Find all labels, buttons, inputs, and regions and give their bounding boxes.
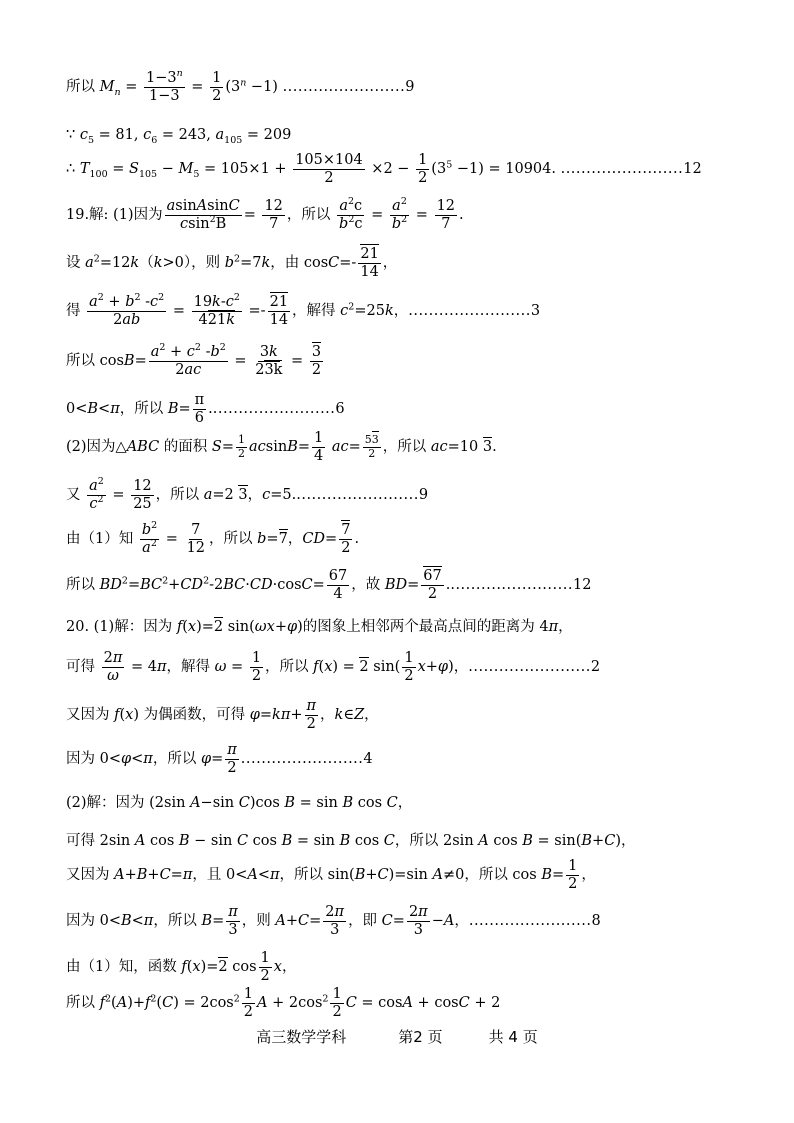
q20-omega: 可得 $\frac{2\pi}{\omega}$ = 4π，解得 ω = $\frac{1}{2}$ ，所以 f(x) = 2 sin( $\frac{1}{2}$ x+φ)，........................2 [66, 650, 601, 684]
footer-total-pages: 共 4 页 [488, 1028, 538, 1046]
solution-line-t100: ∴ $T_{100} = S_{105} - M_5 = 105\times 1$ + $\frac{105\times 104}{2}$ ×2 − $\frac{1}{2}$ $(3^5 -1) = 10904$. ........................12 [66, 152, 702, 186]
q19-cosb: 所以 cosB= $\frac{a^2 + c^2 -b^2}{2ac}$ = $\frac{3k}{23k}$ = $\frac{3}{2}$ [66, 342, 322, 378]
q20-b-value: 因为 0<B<π，所以 B= $\frac{\pi}{3}$ ，则 A+C= $\frac{2\pi}{3}$ ，即 C= $\frac{2\pi}{3}$ −A，........................8 [66, 904, 601, 938]
q20-part1-start: 20. (1)解：因为 f(x)=2 sin(ωx+φ)的图象上相邻两个最高点间的距离为 4π， [66, 619, 573, 635]
footer-subject: 高三数学学科 [256, 1028, 347, 1046]
q20-part2-start: (2)解：因为 (2sin A−sin C)cos B = sin B cos C， [66, 795, 413, 811]
q20-phi-general: 又因为 f(x) 为偶函数，可得 φ=kπ+ $\frac{\pi}{2}$ ，k∈Z， [66, 698, 379, 732]
q19-a-c-values: 又 $\frac{a^2}{c^2}$ = $\frac{12}{25}$ ，所以 a=2 3，c=5.........................9 [66, 476, 429, 512]
solution-line-mn: 所以 $M_n$ = $\frac{1-3^n}{1-3}$ = $\frac{1}{2}$ $(3^n -1)$ ........................9 [66, 68, 415, 104]
q19-part2-area: (2)因为△ABC 的面积 S= $\frac{1}{2}$ acsinB= $\frac{1}{4}$ ac= $\frac{53}{2}$ ，所以 ac=10 3. [66, 430, 497, 464]
q19-part1-start: 19.解: (1)因为 $\frac{\text{asinAsinC}}{csin^2B}$ = $\frac{12}{7}$ ，所以 $\frac{a^2c}{b^2c}$ = $\frac{a^2}{b^2}$ = $\frac{12}{7}$ . [66, 196, 464, 232]
q20-f-squared: 所以 $f^2(A)+f^2(C) = 2\cos^2$ $\frac{1}{2}$ $A + 2\cos^2$ $\frac{1}{2}$ C = cosA + cosC + 2 [66, 986, 501, 1020]
q20-cosb: 又因为 A+B+C=π，且 0<A<π，所以 sin(B+C)=sin A≠0，所以 cos B= $\frac{1}{2}$ ， [66, 858, 596, 892]
page-footer [0, 1026, 794, 1047]
q19-set-a: 设 $a^2=12k(k>0)$，则 $b^2=7k$，由 cosC=- $\frac{21}{14}$ ， [66, 246, 398, 280]
q19-b-value: 0<B<π，所以 B= $\frac{\pi}{6}$ .........................6 [66, 392, 345, 426]
solution-line-c5: ∵ $c_5 = 81$, $c_6 = 243$, $a_{105} = 209$ [66, 127, 292, 146]
q19-solve-c: 得 $\frac{a^2 + b^2 -c^2}{2ab}$ = $\frac{19k-c^2}{421k}$ =- $\frac{21}{14}$ ，解得 $c^2=25k$，........................3 [66, 292, 541, 328]
q20-phi-value: 因为 0<φ<π，所以 φ= $\frac{\pi}{2}$ ........................4 [66, 742, 373, 776]
q19-b-cd: 由（1）知 $\frac{b^2}{a^2}$ = $\frac{7}{12}$ ，所以 b=7，CD= $\frac{7}{2}$ . [66, 520, 360, 556]
q20-f-cos: 由（1）知，函数 f(x)=2 cos $\frac{1}{2}$ x， [66, 950, 297, 984]
footer-page-number: 第2 页 [398, 1028, 443, 1046]
q20-derive: 可得 2sin A cos B − sin C cos B = sin B cos C，所以 2sin A cos B = sin(B+C)， [66, 833, 636, 849]
q19-bd: 所以 $BD^2=BC^2+CD^2-2BC\cdot CD\cdot\cos C=$ $\frac{67}{4}$ ，故 BD= $\frac{67}{2}$ .........................12 [66, 568, 592, 602]
